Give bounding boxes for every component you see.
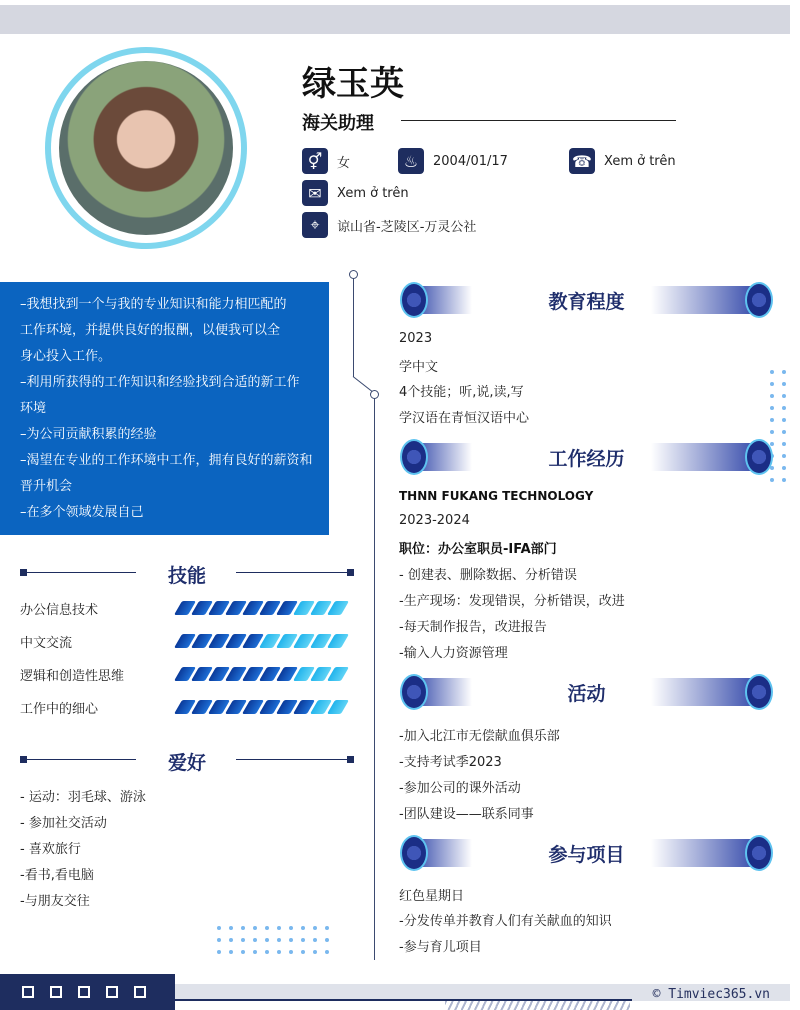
decor-dot xyxy=(301,926,305,930)
decor-dot xyxy=(782,394,786,398)
heading-square xyxy=(347,569,354,576)
decor-dot xyxy=(770,478,774,482)
education-line: 学中文 xyxy=(399,360,439,375)
objective-line: –在多个领域发展自己 xyxy=(20,505,144,520)
hobby-item: - 参加社交活动 xyxy=(20,816,107,831)
decor-dot xyxy=(229,926,233,930)
work-line: - 创建表、删除数据、分析错误 xyxy=(399,568,577,583)
decor-dot xyxy=(770,370,774,374)
skill-label: 办公信息技术 xyxy=(20,603,99,618)
decor-dot xyxy=(217,926,221,930)
decor-dot xyxy=(770,406,774,410)
decor-dot xyxy=(782,382,786,386)
heading-rule xyxy=(26,572,136,573)
decor-dot xyxy=(229,950,233,954)
decor-dot xyxy=(782,370,786,374)
activity-line: -加入北江市无偿献血俱乐部 xyxy=(399,729,560,744)
education-line: 学汉语在青恒汉语中心 xyxy=(399,411,530,426)
decor-dots xyxy=(217,926,329,954)
objective-line: –为公司贡献积累的经验 xyxy=(20,427,157,442)
skills-heading: 技能 xyxy=(168,565,207,587)
candidate-name: 绿玉英 xyxy=(302,64,404,104)
decor-dot xyxy=(265,950,269,954)
contact-address xyxy=(302,212,476,238)
decor-dot xyxy=(265,926,269,930)
contact-email xyxy=(302,180,409,206)
decor-dot xyxy=(770,394,774,398)
phone-icon: ☎ xyxy=(569,148,595,174)
skill-rating xyxy=(178,601,345,615)
phone-value: Xem ở trên xyxy=(604,153,676,169)
timeline-dot xyxy=(370,390,379,399)
decor-dot xyxy=(782,418,786,422)
project-line: -分发传单并教育人们有关献血的知识 xyxy=(399,914,612,929)
skill-rating xyxy=(178,634,345,648)
skill-rating xyxy=(178,700,345,714)
projects-heading: 参与项目 xyxy=(548,844,625,866)
decor-dot xyxy=(217,938,221,942)
mail-icon: ✉ xyxy=(302,180,328,206)
activities-header xyxy=(400,674,773,710)
education-line: 2023 xyxy=(399,331,433,346)
education-header xyxy=(400,282,773,318)
decor-dot xyxy=(253,926,257,930)
activities-heading: 活动 xyxy=(567,683,606,705)
top-banner xyxy=(0,5,790,34)
work-line: -输入人力资源管理 xyxy=(399,646,508,661)
email-value: Xem ở trên xyxy=(337,185,409,201)
education-line: 4个技能；听,说,读,写 xyxy=(399,385,524,400)
decor-dot xyxy=(229,938,233,942)
work-position: 职位：办公室职员-IFA部门 xyxy=(399,542,557,557)
footer-squares xyxy=(22,986,146,998)
decor-dot xyxy=(289,950,293,954)
decor-dot xyxy=(313,950,317,954)
work-header xyxy=(400,439,773,475)
objective-line: 晋升机会 xyxy=(20,479,73,494)
address-value: 谅山省-芝陵区-万灵公社 xyxy=(337,219,477,235)
gender-value: 女 xyxy=(337,155,351,171)
contact-gender xyxy=(302,148,350,174)
career-objective xyxy=(0,282,329,535)
hobby-item: -与朋友交往 xyxy=(20,894,90,909)
work-line: -生产现场：发现错误，分析错误，改进 xyxy=(399,594,625,609)
objective-line: –渴望在专业的工作环境中工作，拥有良好的薪资和 xyxy=(20,453,313,468)
timeline-dot xyxy=(349,270,358,279)
education-heading: 教育程度 xyxy=(548,291,625,313)
location-icon: ⌖ xyxy=(302,212,328,238)
decor-dot xyxy=(241,950,245,954)
activity-line: -支持考试季2023 xyxy=(399,755,502,770)
objective-line: 工作环境，并提供良好的报酬，以便我可以全 xyxy=(20,323,281,338)
hobby-item: -看书,看电脑 xyxy=(20,868,94,883)
objective-line: –我想找到一个与我的专业知识和能力相匹配的 xyxy=(20,297,287,312)
decor-dot xyxy=(253,950,257,954)
title-divider xyxy=(401,120,676,121)
decor-dot xyxy=(277,950,281,954)
skill-label: 中文交流 xyxy=(20,636,73,651)
activity-line: -团队建设——联系同事 xyxy=(399,807,534,822)
decor-dot xyxy=(770,430,774,434)
decor-dot xyxy=(782,442,786,446)
objective-line: 身心投入工作。 xyxy=(20,349,112,364)
footer xyxy=(0,974,790,1010)
decor-dot xyxy=(782,466,786,470)
heading-rule xyxy=(236,572,348,573)
project-line: 红色星期日 xyxy=(399,889,465,904)
cake-icon: ♨ xyxy=(398,148,424,174)
decor-dot xyxy=(253,938,257,942)
decor-dot xyxy=(241,938,245,942)
timeline-line xyxy=(374,395,375,960)
decor-dot xyxy=(325,950,329,954)
work-period: 2023-2024 xyxy=(399,513,470,528)
work-heading: 工作经历 xyxy=(548,448,625,470)
skill-label: 逻辑和创造性思维 xyxy=(20,669,125,684)
avatar-frame xyxy=(45,47,247,249)
contact-birthday xyxy=(398,148,508,174)
decor-dot xyxy=(782,478,786,482)
objective-line: 环境 xyxy=(20,401,47,416)
objective-line: –利用所获得的工作知识和经验找到合适的新工作 xyxy=(20,375,300,390)
skill-rating xyxy=(178,667,345,681)
decor-dot xyxy=(289,938,293,942)
decor-dot xyxy=(277,926,281,930)
decor-dot xyxy=(301,950,305,954)
gender-icon: ⚥ xyxy=(302,148,328,174)
decor-dot xyxy=(782,430,786,434)
project-line: -参与育儿项目 xyxy=(399,940,482,955)
hobby-item: - 运动：羽毛球、游泳 xyxy=(20,790,146,805)
work-line: -每天制作报告，改进报告 xyxy=(399,620,547,635)
decor-dot xyxy=(313,938,317,942)
skill-label: 工作中的细心 xyxy=(20,702,99,717)
decor-dot xyxy=(301,938,305,942)
heading-rule xyxy=(236,759,348,760)
projects-header xyxy=(400,835,773,871)
birthday-value: 2004/01/17 xyxy=(433,153,508,169)
decor-dot xyxy=(313,926,317,930)
decor-dot xyxy=(325,938,329,942)
decor-dot xyxy=(289,926,293,930)
watermark: © Timviec365.vn xyxy=(652,987,770,1002)
work-company: THNN FUKANG TECHNOLOGY xyxy=(399,489,594,503)
decor-dot xyxy=(782,406,786,410)
decor-dot xyxy=(241,926,245,930)
contact-phone xyxy=(569,148,676,174)
avatar xyxy=(59,61,233,235)
hobby-item: - 喜欢旅行 xyxy=(20,842,81,857)
heading-rule xyxy=(26,759,136,760)
decor-dot xyxy=(782,454,786,458)
decor-dot xyxy=(325,926,329,930)
decor-dot xyxy=(770,382,774,386)
hobbies-heading: 爱好 xyxy=(168,752,207,774)
timeline-segment xyxy=(353,277,354,377)
activity-line: -参加公司的课外活动 xyxy=(399,781,521,796)
decor-dot xyxy=(277,938,281,942)
decor-dot xyxy=(217,950,221,954)
heading-square xyxy=(347,756,354,763)
decor-dot xyxy=(770,418,774,422)
job-title: 海关助理 xyxy=(302,113,374,134)
decor-dot xyxy=(265,938,269,942)
